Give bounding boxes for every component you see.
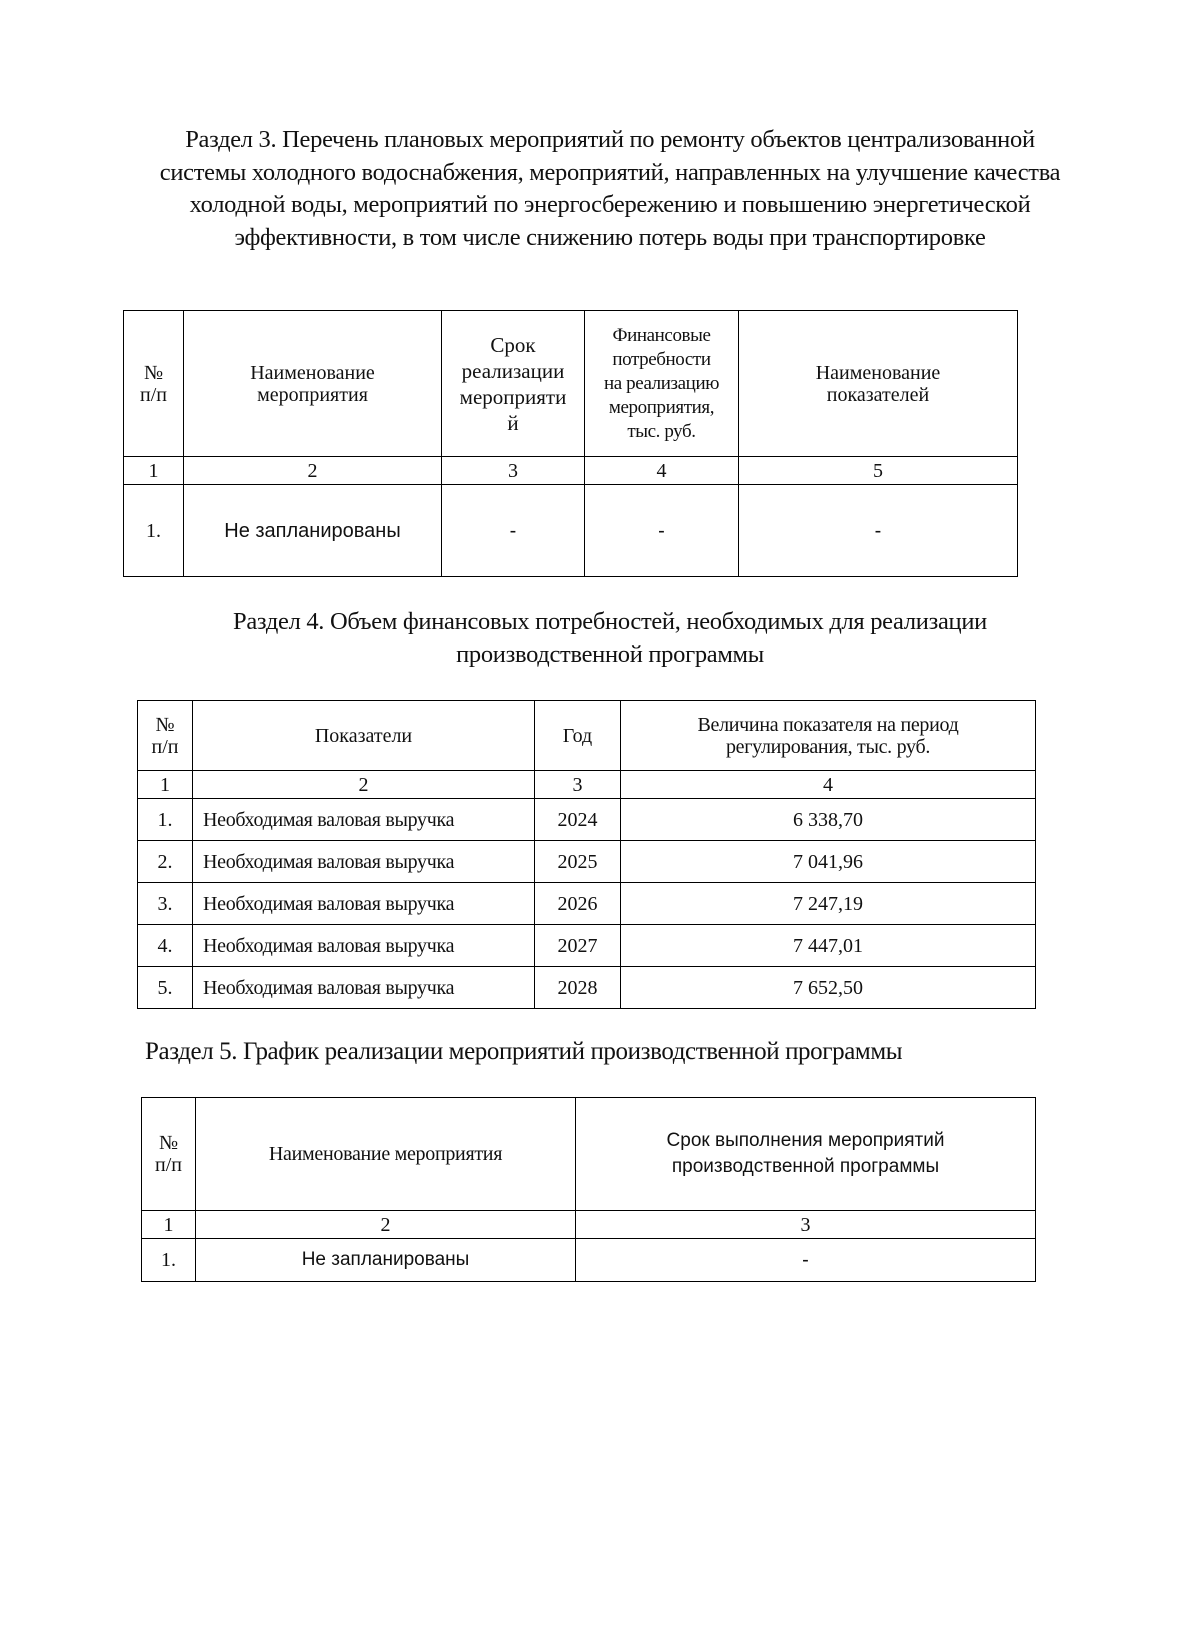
table-header-row xyxy=(124,311,1018,457)
year-cell: 2028 xyxy=(535,967,621,1009)
table-row xyxy=(138,883,1036,925)
header-cell-deadline: Срок выполнения мероприятий производственной программы xyxy=(576,1098,1036,1211)
column-number: 2 xyxy=(196,1211,576,1239)
column-number: 2 xyxy=(193,771,535,799)
section-4-title: Раздел 4. Объем финансовых потребностей, необходимых для реализации производственной программы xyxy=(233,608,987,668)
table-row xyxy=(138,967,1036,1009)
year-cell: 2025 xyxy=(535,841,621,883)
row-number: 1. xyxy=(124,485,184,577)
column-number-row xyxy=(142,1211,1036,1239)
header-cell-indicators: Наименование показателей xyxy=(739,311,1018,457)
header-cell-event-name: Наименование мероприятия xyxy=(184,311,442,457)
column-number: 4 xyxy=(585,457,739,485)
row-number: 1. xyxy=(142,1239,196,1282)
column-number: 1 xyxy=(142,1211,196,1239)
header-cell-indicators: Показатели xyxy=(193,701,535,771)
column-number: 1 xyxy=(138,771,193,799)
table-header-row xyxy=(142,1098,1036,1211)
indicator-name: Необходимая валовая выручка xyxy=(193,883,535,925)
indicator-name: Необходимая валовая выручка xyxy=(193,841,535,883)
value-cell: 7 247,19 xyxy=(621,883,1036,925)
year-cell: 2027 xyxy=(535,925,621,967)
column-number: 3 xyxy=(535,771,621,799)
column-number: 3 xyxy=(576,1211,1036,1239)
table-row xyxy=(138,841,1036,883)
column-number: 1 xyxy=(124,457,184,485)
indicator-name: Необходимая валовая выручка xyxy=(193,925,535,967)
column-number: 2 xyxy=(184,457,442,485)
indicators-cell: - xyxy=(739,485,1018,577)
header-cell-number: № п/п xyxy=(138,701,193,771)
event-name-cell: Не запланированы xyxy=(196,1239,576,1282)
indicator-name: Необходимая валовая выручка xyxy=(193,799,535,841)
section-3-table xyxy=(123,310,1018,577)
indicator-name: Необходимая валовая выручка xyxy=(193,967,535,1009)
column-number: 4 xyxy=(621,771,1036,799)
header-cell-number: № п/п xyxy=(142,1098,196,1211)
value-cell: 7 447,01 xyxy=(621,925,1036,967)
column-number: 5 xyxy=(739,457,1018,485)
section-3-title: Раздел 3. Перечень плановых мероприятий по ремонту объектов централизованной системы холодного водоснабжения, мероприятий, направленных на улучшение качества холодной воды, мероприятий по энергосбережению и повышению энергетической эффективности, в том числе снижению потерь воды при транспортировке xyxy=(159,126,1061,251)
header-cell-number: № п/п xyxy=(124,311,184,457)
financial-needs-cell: - xyxy=(585,485,739,577)
row-number: 2. xyxy=(138,841,193,883)
value-cell: 7 652,50 xyxy=(621,967,1036,1009)
value-cell: 6 338,70 xyxy=(621,799,1036,841)
term-cell: - xyxy=(442,485,585,577)
row-number: 3. xyxy=(138,883,193,925)
deadline-cell: - xyxy=(576,1239,1036,1282)
table-row xyxy=(142,1239,1036,1282)
table-row xyxy=(138,925,1036,967)
table-row xyxy=(138,799,1036,841)
column-number: 3 xyxy=(442,457,585,485)
event-name-cell: Не запланированы xyxy=(184,485,442,577)
section-4-table xyxy=(137,700,1036,1009)
header-cell-financial-needs: Финансовые потребности на реализацию мероприятия, тыс. руб. xyxy=(585,311,739,457)
header-cell-term: Срок реализации мероприяти й xyxy=(442,311,585,457)
row-number: 1. xyxy=(138,799,193,841)
row-number: 4. xyxy=(138,925,193,967)
value-cell: 7 041,96 xyxy=(621,841,1036,883)
row-number: 5. xyxy=(138,967,193,1009)
column-number-row xyxy=(138,771,1036,799)
year-cell: 2026 xyxy=(535,883,621,925)
section-5-title: Раздел 5. График реализации мероприятий производственной программы xyxy=(145,1038,903,1065)
table-row xyxy=(124,485,1018,577)
year-cell: 2024 xyxy=(535,799,621,841)
table-header-row xyxy=(138,701,1036,771)
header-cell-year: Год xyxy=(535,701,621,771)
column-number-row xyxy=(124,457,1018,485)
section-5-table xyxy=(141,1097,1036,1282)
header-cell-value: Величина показателя на период регулирования, тыс. руб. xyxy=(621,701,1036,771)
header-cell-event-name: Наименование мероприятия xyxy=(196,1098,576,1211)
